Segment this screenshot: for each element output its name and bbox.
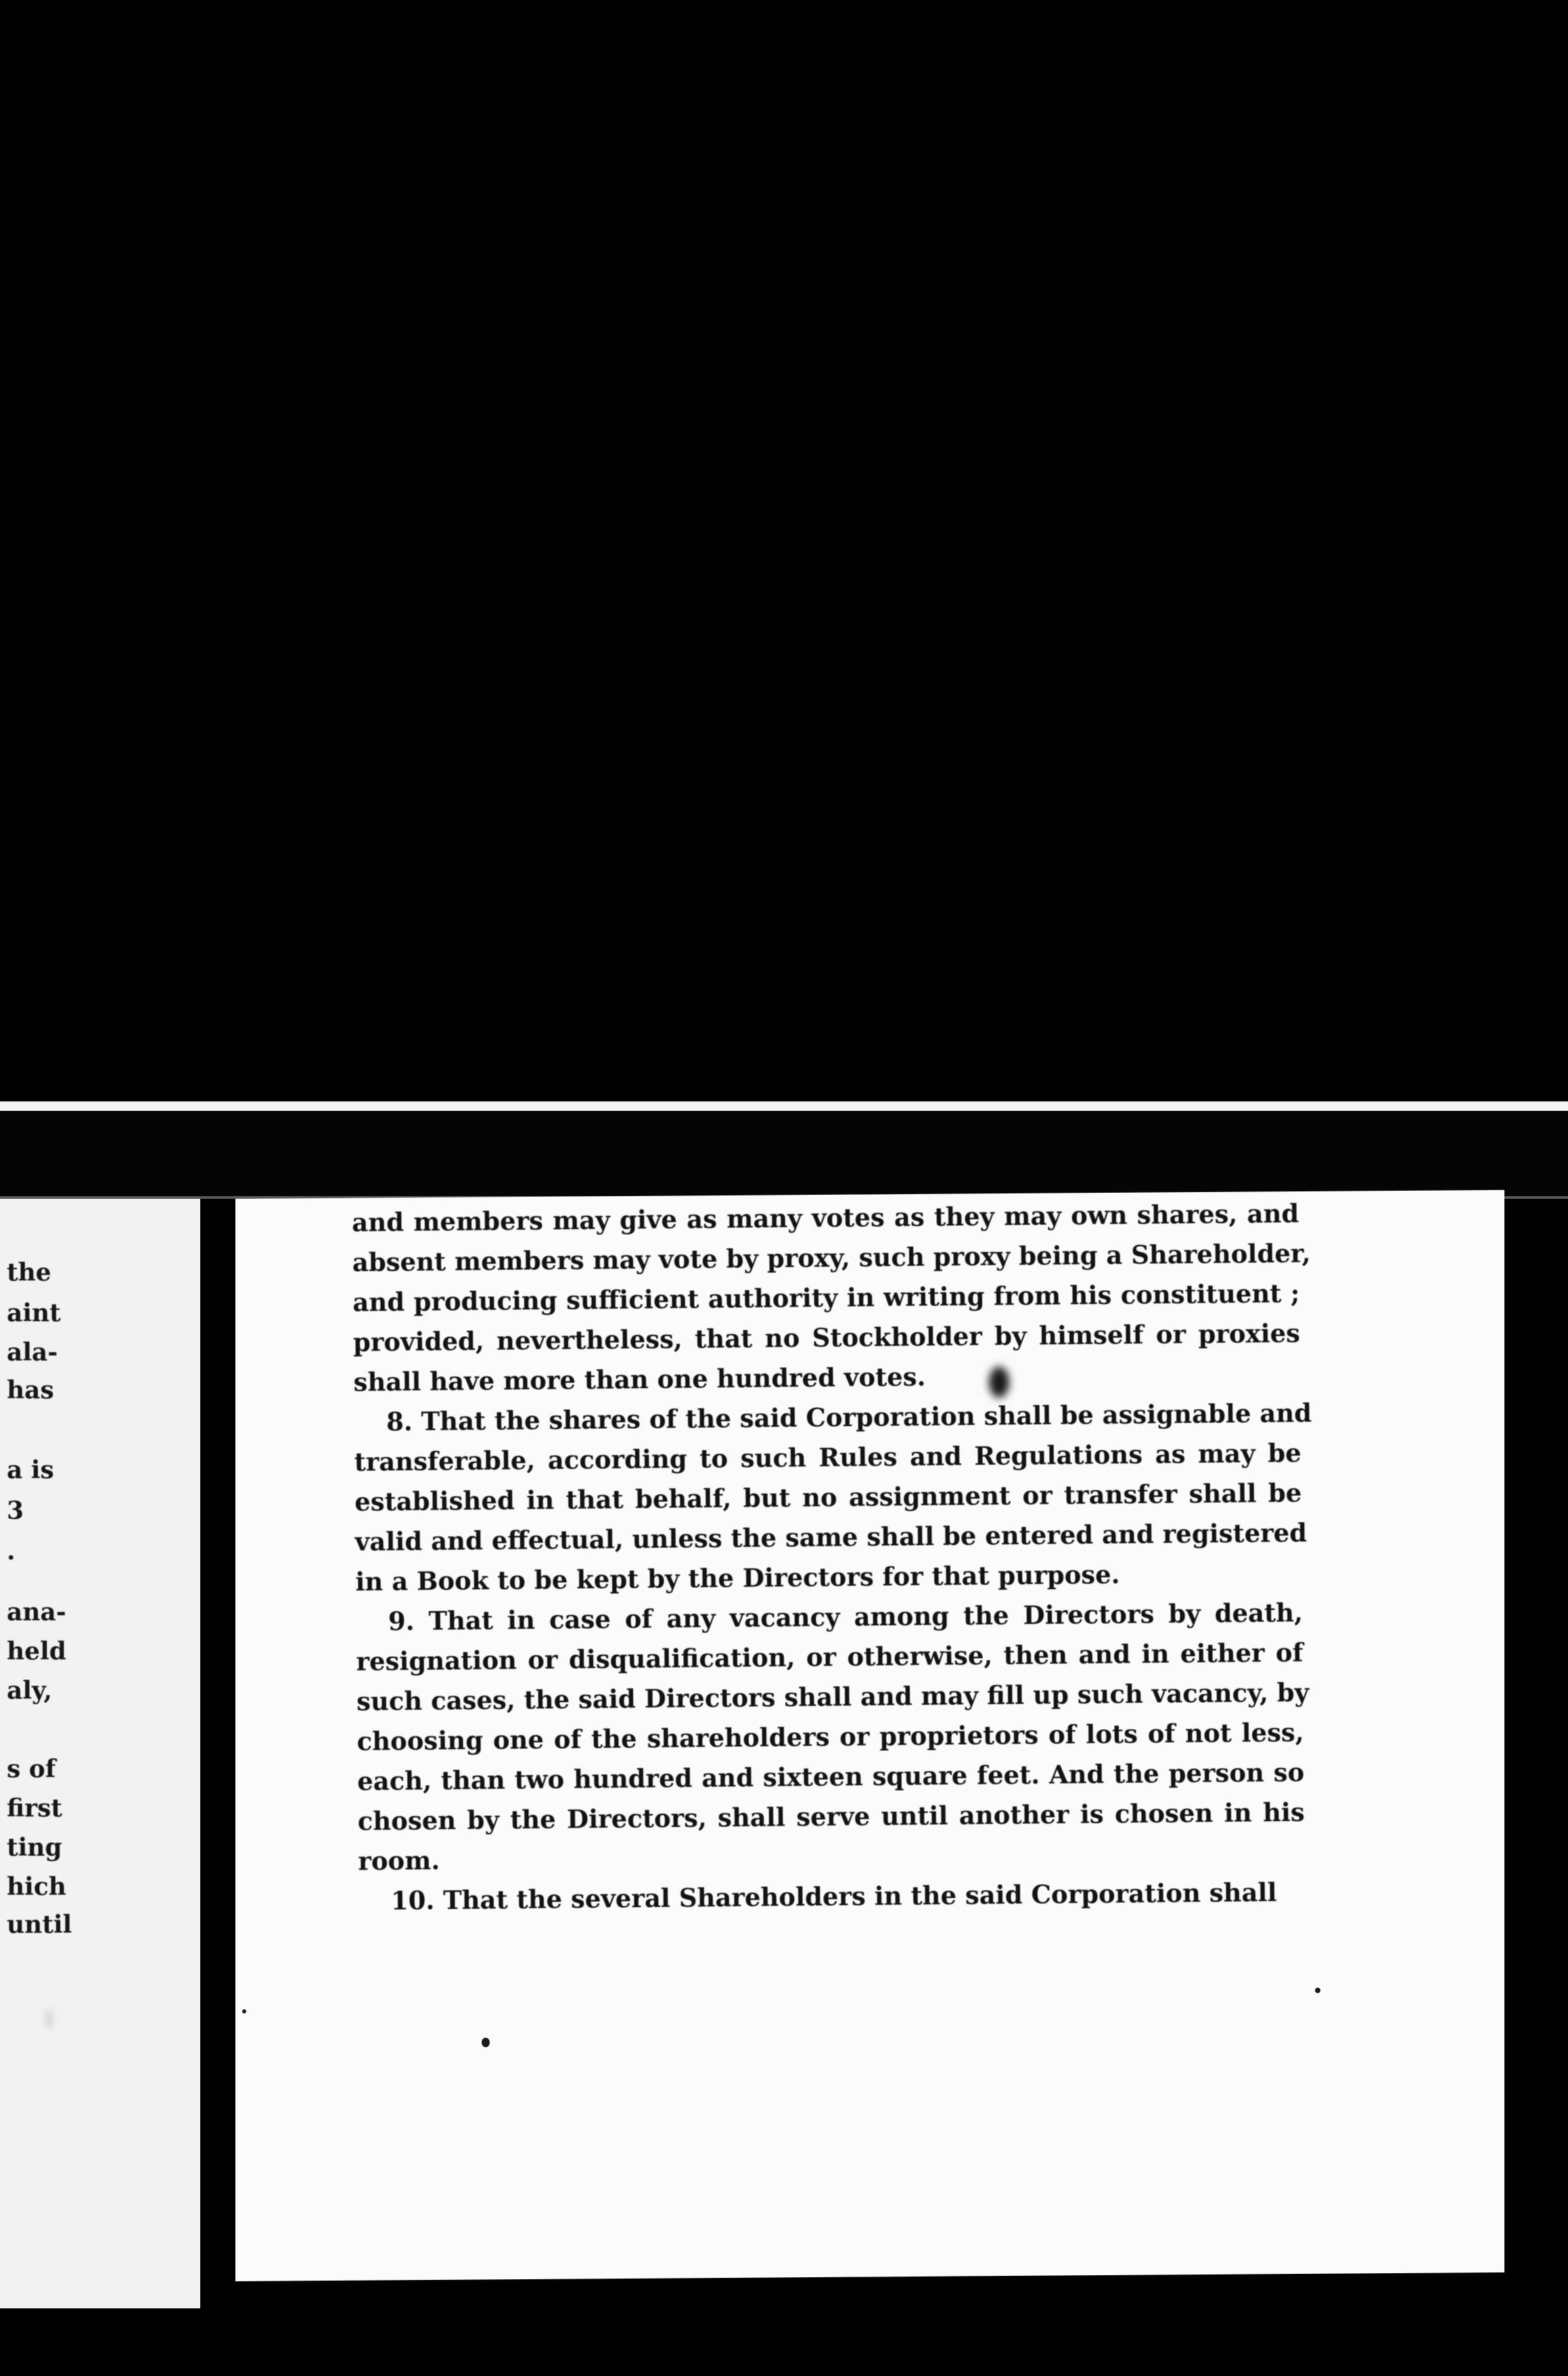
film-edge-rule	[0, 1101, 1568, 1111]
text-line: valid and effectual, unless the same shall be entered and registered	[354, 1517, 1308, 1557]
left-page-fragment: aly,	[7, 1676, 53, 1705]
left-page-fragment: 3	[7, 1497, 24, 1525]
text-line: shall have more than one hundred votes.	[353, 1361, 926, 1397]
left-page-fragment: ting	[7, 1833, 62, 1862]
left-page-fragment: s of	[7, 1755, 56, 1783]
text-line: absent members may vote by proxy, such proxy being a Shareholder,	[352, 1238, 1311, 1277]
left-page-fragment: has	[7, 1376, 54, 1404]
film-dark-band	[0, 1111, 1568, 1196]
left-page-fragment: hich	[7, 1873, 66, 1901]
left-page-fragment: until	[7, 1911, 72, 1939]
left-page-fragment: held	[7, 1637, 66, 1666]
dust-speck	[242, 2009, 246, 2013]
left-page-fragment: .	[7, 1537, 16, 1566]
text-line: established in that behalf, but no assignment or transfer shall be	[354, 1478, 1302, 1517]
black-film-margin	[0, 0, 1568, 1101]
left-facing-page	[0, 1199, 200, 2308]
document-body-text	[352, 1194, 1312, 1921]
text-line: such cases, the said Directors shall and may fill up such vacancy, by	[356, 1677, 1310, 1716]
ink-blot	[989, 1367, 1009, 1398]
dust-speck	[482, 2038, 490, 2047]
text-line: and producing sufficient authority in writing from his constituent ;	[352, 1278, 1300, 1317]
text-line: provided, nevertheless, that no Stockholder by himself or proxies	[352, 1318, 1301, 1357]
text-line: and members may give as many votes as they may own shares, and	[352, 1198, 1299, 1237]
bottom-film-margin	[200, 2287, 1568, 2376]
text-line: room.	[358, 1845, 440, 1876]
left-page-fragment: first	[7, 1794, 63, 1823]
left-page-fragment: aint	[7, 1299, 61, 1327]
left-page-fragment: a is	[7, 1456, 54, 1484]
left-page-fragment: ala-	[7, 1338, 58, 1367]
text-line: each, than two hundred and sixteen square feet. And the person so	[356, 1757, 1305, 1796]
text-line: chosen by the Directors, shall serve until another is chosen in his	[357, 1797, 1305, 1836]
left-page-fragment: ana-	[7, 1598, 66, 1626]
text-line: choosing one of the shareholders or proprietors of lots of not less,	[356, 1717, 1304, 1756]
text-line: 8. That the shares of the said Corporation shall be assignable and	[386, 1398, 1312, 1437]
smudge	[46, 2009, 53, 2028]
page-gutter	[200, 1199, 235, 2376]
left-page-fragment: the	[7, 1258, 51, 1287]
text-line: resignation or disqualification, or otherwise, then and in either of	[356, 1637, 1304, 1676]
text-line: 9. That in case of any vacancy among the Directors by death,	[388, 1597, 1304, 1637]
right-film-margin	[1504, 1199, 1568, 2376]
text-line: 10. That the several Shareholders in the said Corporation shall	[390, 1877, 1277, 1916]
text-line: in a Book to be kept by the Directors for that purpose.	[355, 1559, 1120, 1597]
dust-speck	[1315, 1988, 1320, 1993]
text-line: transferable, according to such Rules and Regulations as may be	[354, 1438, 1301, 1477]
